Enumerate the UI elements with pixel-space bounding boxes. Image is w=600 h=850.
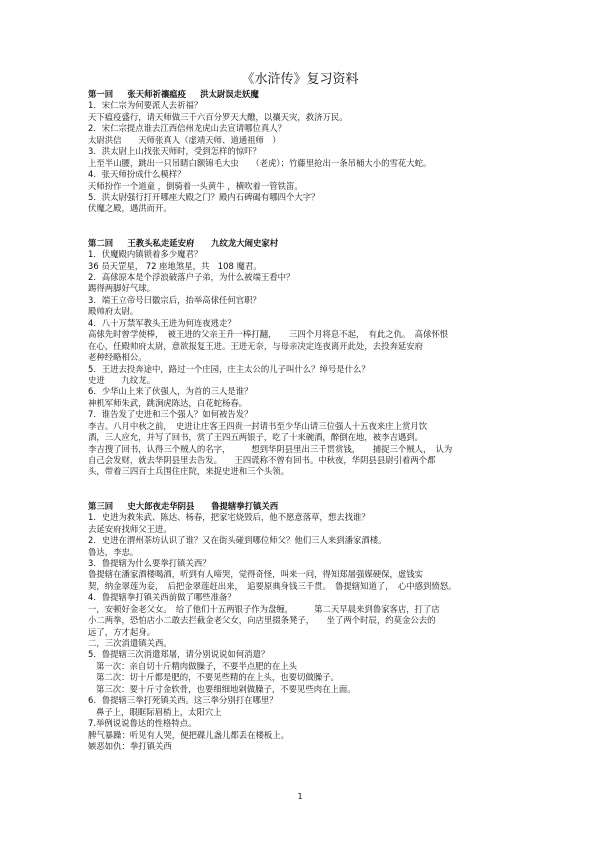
- question-line: 5．洪太尉强行打开哪座大殿之门？殿内石碑碣有哪四个大字？: [88, 191, 320, 202]
- question-line: 4．八十万禁军教头王进为何连夜逃走？: [88, 317, 236, 328]
- answer-line: 史进 九纹龙。: [88, 374, 155, 385]
- question-line: 6．鲁提辖三拳打死镇关西。这三拳分别打在哪里？: [88, 695, 278, 706]
- question-line: 1．宋仁宗为何要派人去祈福？: [88, 100, 203, 111]
- answer-line: 鼻子上，眼眶际眉梢上，太阳穴上: [96, 706, 222, 717]
- answer-line: 天下瘟疫盛行，请天师做三千六百分罗天大醮，以禳天灾，救济万民。: [88, 111, 348, 122]
- answer-line: 神机军师朱武，跳涧虎陈达，白花蛇杨春。: [88, 397, 248, 408]
- question-line: 2．宋仁宗提点谁去江西信州龙虎山去宣请哪位真人？: [88, 123, 286, 134]
- document-body: [88, 89, 528, 752]
- answer-line: 第二次：切十斤都是肥的，不要见些精的在上头，也要切做臊子。: [96, 672, 339, 683]
- blank-line: [88, 215, 528, 226]
- answer-line: 自己会发财，就去华阴县里去告发。 王四谎称不曾有回书。中秋夜，华阴县县尉引着两个都: [88, 455, 436, 465]
- question-line: 7.举例说说鲁达的性格特点。: [88, 718, 197, 729]
- question-line: 6．少华山上来了伙强人，为首的三人是谁？: [88, 386, 253, 397]
- answer-line: 36 员天罡星， 72 座地煞星，共 108 魔君。: [88, 260, 262, 271]
- answer-line: 脾气暴躁：听见有人哭，便把碟儿盏儿都丢在楼板上。: [88, 729, 289, 740]
- chapter-heading: 第二回 王教头私走延安府 九纹龙大闹史家村: [88, 237, 279, 248]
- question-line: 1．史进为救朱武、陈达、杨春，把家宅烧毁后，他不愿意落草，想去找谁？: [88, 512, 370, 523]
- answer-line: 第三次：要十斤寸金软骨，也要细细地剁做臊子，不要见些肉在上面。: [96, 683, 356, 694]
- answer-line: 太尉洪信 天师张真人（虚靖天师、道通祖师 ）: [88, 134, 281, 145]
- answer-line: 李吉搜了回书，认得三个贼人的名字， 想到华阴县里出三千贯赏钱， 捕捉三个贼人， 认为: [88, 443, 453, 454]
- question-line: 2．高俅原本是个浮浪破落户子弟，为什么被端王看中？: [88, 272, 295, 282]
- answer-line: 鲁提辖在潘家酒楼喝酒，听到有人啼哭，觉得奇怪，叫来一问，得知郑屠强媒硬保，虚钱实: [88, 569, 423, 580]
- answer-line: 远了，方才起身。: [88, 626, 155, 637]
- question-line: 5．鲁提辖三次消遣郑屠，请分别说说如何消遣？: [88, 649, 270, 660]
- answer-line: 第一次：亲自切十斤精肉做臊子，不要半点肥的在上头: [96, 660, 297, 671]
- chapter-heading: 第一回 张天师祈禳瘟疫 洪太尉误走妖魔: [88, 89, 259, 99]
- answer-line: 高俅先时曾学使棒， 被王进的父亲王升一棒打翻， 三四个月将息不起， 有此之仇。 高俅怀恨: [88, 329, 449, 340]
- answer-line: 鲁达，李忠。: [88, 546, 139, 557]
- answer-line: 契，纳金翠莲为妾， 后把金翠莲赶出来， 追要原典身钱三千贯。 鲁提辖知道了， 心中感到愤怒。: [88, 580, 457, 591]
- answer-line: 踢得两脚好气球。: [88, 283, 155, 294]
- answer-line: 在心，任殿帅府太尉，意欲报复王进。王进无奈，与母亲决定连夜离开此处，去投奔延安府: [88, 340, 423, 351]
- question-line: 3．鲁提辖为什么要拳打镇关西？: [88, 557, 211, 568]
- answer-line: 酒，三人应允，并写了回书，赏了王四五两银子，吃了十来碗酒，醉倒在地，被李吉遇到。: [88, 432, 423, 443]
- question-line: 7．谁告发了史进和三个强人？如何被告发？: [88, 409, 253, 420]
- answer-line: 老种经略相公。: [88, 352, 147, 363]
- answer-line: 上至半山腰，跳出一只吊睛白额锦毛大虫 （老虎）；竹藤里抢出一条吊桶大小的雪花大蛇。: [88, 157, 432, 168]
- answer-line: 二，三次消遣镇关西。: [88, 638, 172, 648]
- answer-line: 头，带着三四百士兵围住庄院，来捉史进和三个头领。: [88, 466, 289, 477]
- answer-line: 一，安顿好金老父女。 给了他们十五两银子作为盘缠， 第二天早晨来到鲁家客店，打了店: [88, 603, 440, 614]
- answer-line: 小二两拳，恐怕店小二敢去拦截金老父女，向店里掇条凳子， 坐了两个时辰，约莫金公去的: [88, 615, 436, 626]
- question-line: 1．伏魔殿内镇锁着多少魔君？: [88, 249, 203, 260]
- page-number: 1: [297, 792, 303, 801]
- answer-line: 天师扮作一个道童 ，倒骑着一头黄牛 ，横吹着一管铁笛。: [88, 180, 303, 191]
- blank-line: [88, 489, 528, 500]
- question-line: 2．史进在渭州茶坊认识了谁？又在街头碰到哪位师父？他们三人来到潘家酒楼。: [88, 535, 387, 546]
- answer-line: 李吉。八月中秋之前， 史进让庄客王四贵一封请书至少华山请三位强人十五夜来庄上赏月饮: [88, 420, 428, 431]
- question-line: 4．鲁提辖拳打镇关西前做了哪些准备？: [88, 592, 236, 603]
- blank-line: [88, 226, 528, 237]
- question-line: 5．王进去投奔途中，路过一个庄园，庄主太公的儿子叫什么？绰号是什么？: [88, 363, 370, 374]
- answer-line: 嫉恶如仇：拳打镇关西: [88, 740, 172, 751]
- document-title: 《水浒传》复习资料: [241, 72, 359, 87]
- answer-line: 伏魔之殿，遇洪而开。: [88, 203, 172, 214]
- question-line: 3．洪太尉上山找张天师时，受到怎样的惊吓？: [88, 146, 261, 157]
- answer-line: 去延安府找师父王进。: [88, 523, 172, 534]
- answer-line: 殿帅府太尉。: [88, 306, 139, 317]
- question-line: 3．端王立帝号曰徽宗后，抬举高俅任何官职？: [88, 294, 261, 305]
- question-line: 4．张天师扮成什么模样？: [88, 169, 186, 180]
- blank-line: [88, 478, 528, 489]
- chapter-heading: 第三回 史大郎夜走华阴县 鲁提辖拳打镇关西: [88, 500, 279, 511]
